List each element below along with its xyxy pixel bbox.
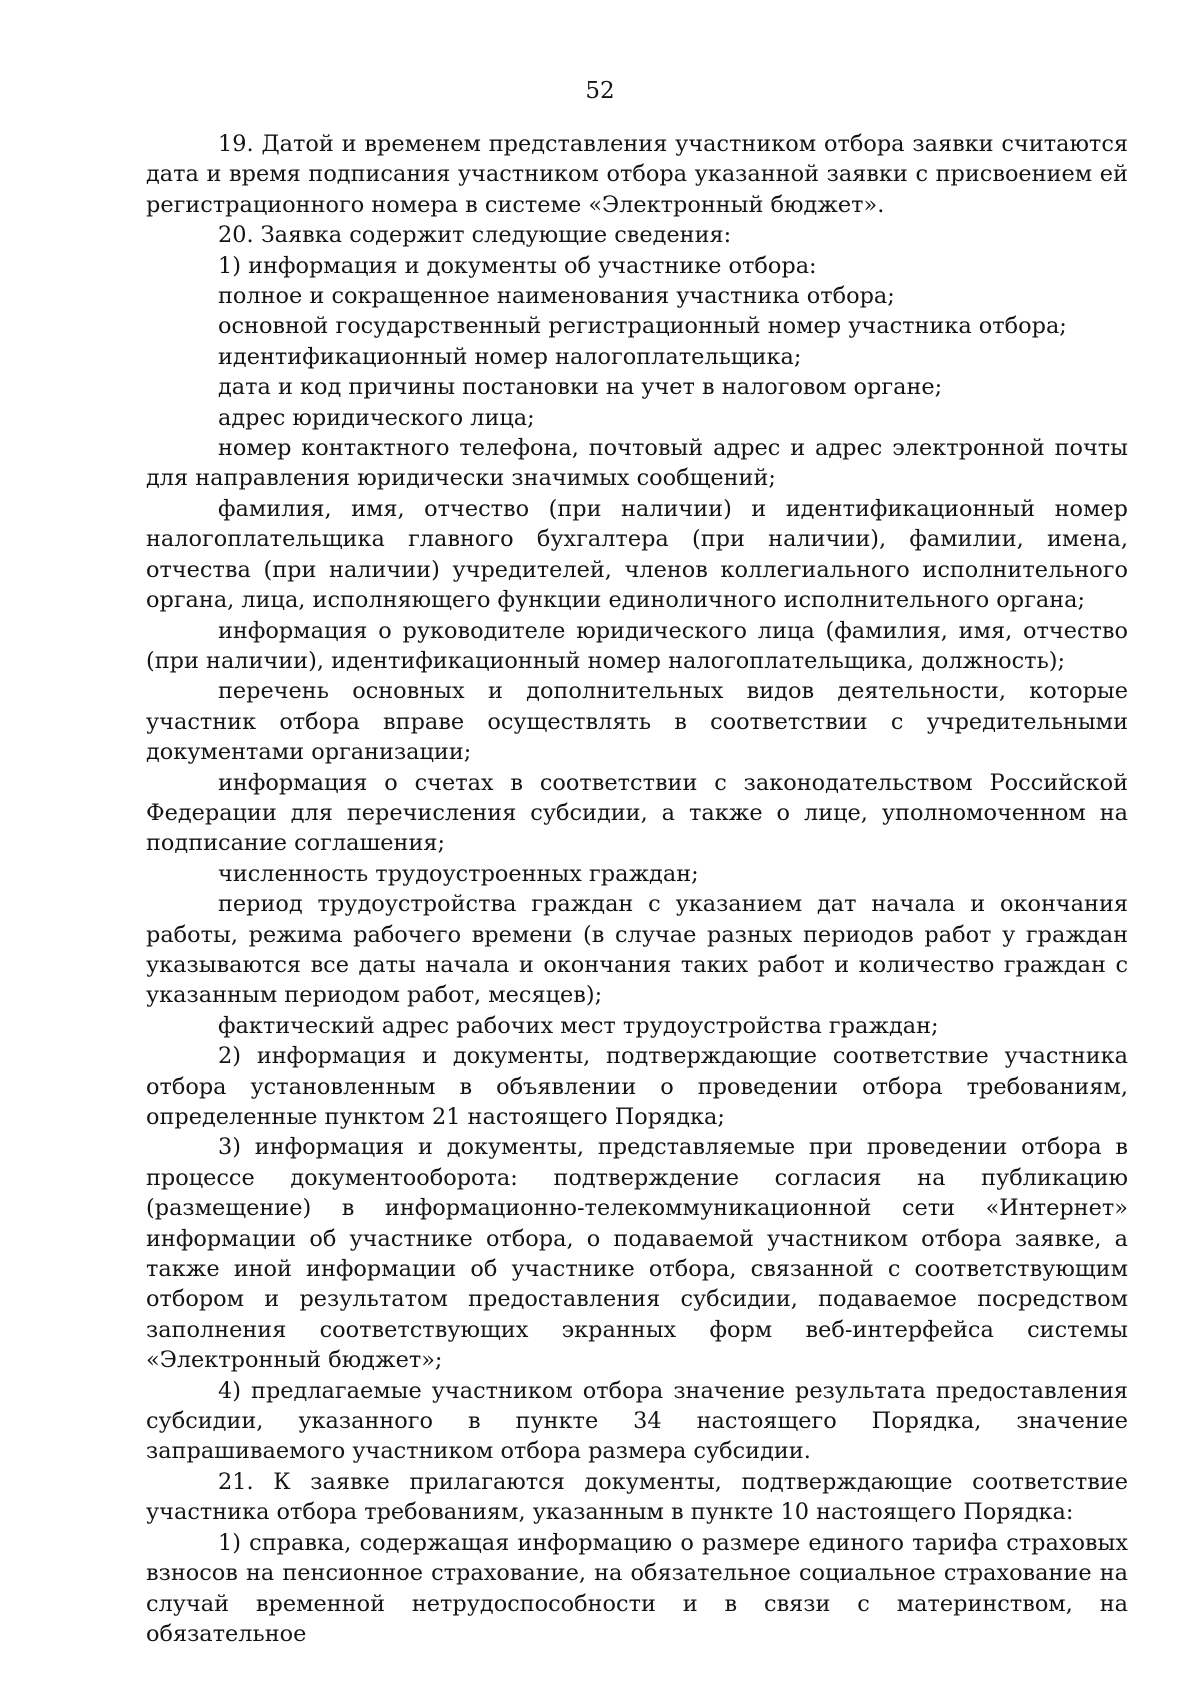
paragraph: дата и код причины постановки на учет в налоговом органе; — [218, 374, 943, 401]
paragraph: 4) предлагаемые участником отбора значение результата предоставления субсидии, указанного в пункте 34 настоящего Порядка, значение запрашиваемого участником отбора размера субсидии. — [146, 1377, 1128, 1465]
paragraph: основной государственный регистрационный номер участника отбора; — [218, 313, 1067, 340]
page-number: 52 — [585, 78, 615, 104]
paragraph: фамилия, имя, отчество (при наличии) и идентификационный номер налогоплательщика главного бухгалтера (при наличии), фамилии, имена, отчества (при наличии) учредителей, членов коллегиального исполнительного органа, лица, исполняющего функции единоличного исполнительного органа; — [146, 495, 1128, 614]
paragraph: 1) справка, содержащая информацию о размере единого тарифа страховых взносов на пенсионное страхование, на обязательное социальное страхование на случай временной нетрудоспособности и в связи с материнством, на обязательное — [146, 1529, 1128, 1647]
paragraph: номер контактного телефона, почтовый адрес и адрес электронной почты для направления юридически значимых сообщений; — [146, 435, 1128, 492]
paragraph: 3) информация и документы, представляемые при проведении отбора в процессе документооборота: подтверждение согласия на публикацию (размещение) в информационно-телекоммуникационной сети «Интернет» информации об участнике отбора, о подаваемой участником отбора заявке, а также иной информации об участнике отбора, связанной с соответствующим отбором и результатом предоставления субсидии, подаваемое посредством заполнения соответствующих экранных форм веб-интерфейса системы «Электронный бюджет»; — [146, 1134, 1128, 1374]
paragraph: численность трудоустроенных граждан; — [218, 860, 699, 887]
paragraph: фактический адрес рабочих мест трудоустройства граждан; — [218, 1012, 939, 1039]
paragraph: информация о счетах в соответствии с законодательством Российской Федерации для перечисления субсидии, а также о лице, уполномоченном на подписание соглашения; — [146, 769, 1128, 857]
paragraph: полное и сокращенное наименования участника отбора; — [218, 283, 895, 310]
paragraph: 21. К заявке прилагаются документы, подтверждающие соответствие участника отбора требованиям, указанным в пункте 10 настоящего Порядка: — [146, 1468, 1128, 1526]
paragraph: 20. Заявка содержит следующие сведения: — [218, 222, 732, 249]
paragraph: перечень основных и дополнительных видов деятельности, которые участник отбора вправе осуществлять в соответствии с учредительными документами организации; — [146, 678, 1128, 766]
paragraph: информация о руководителе юридического лица (фамилия, имя, отчество (при наличии), идентификационный номер налогоплательщика, должность); — [146, 617, 1128, 674]
paragraph: 19. Датой и временем представления участником отбора заявки считаются дата и время подписания участником отбора указанной заявки с присвоением ей регистрационного номера в системе «Электронный бюджет». — [146, 131, 1128, 218]
paragraph: 2) информация и документы, подтверждающие соответствие участника отбора установленным в объявлении о проведении отбора требованиям, определенные пунктом 21 настоящего Порядка; — [146, 1043, 1128, 1130]
paragraph: идентификационный номер налогоплательщика; — [218, 343, 802, 370]
document-body — [146, 129, 1128, 1649]
paragraph: период трудоустройства граждан с указанием дат начала и окончания работы, режима рабочего времени (в случае разных периодов работ у граждан указываются все даты начала и окончания таких работ и количество граждан с указанным периодом работ, месяцев); — [146, 891, 1128, 1009]
paragraph: 1) информация и документы об участнике отбора: — [218, 252, 817, 279]
paragraph: адрес юридического лица; — [218, 404, 535, 431]
